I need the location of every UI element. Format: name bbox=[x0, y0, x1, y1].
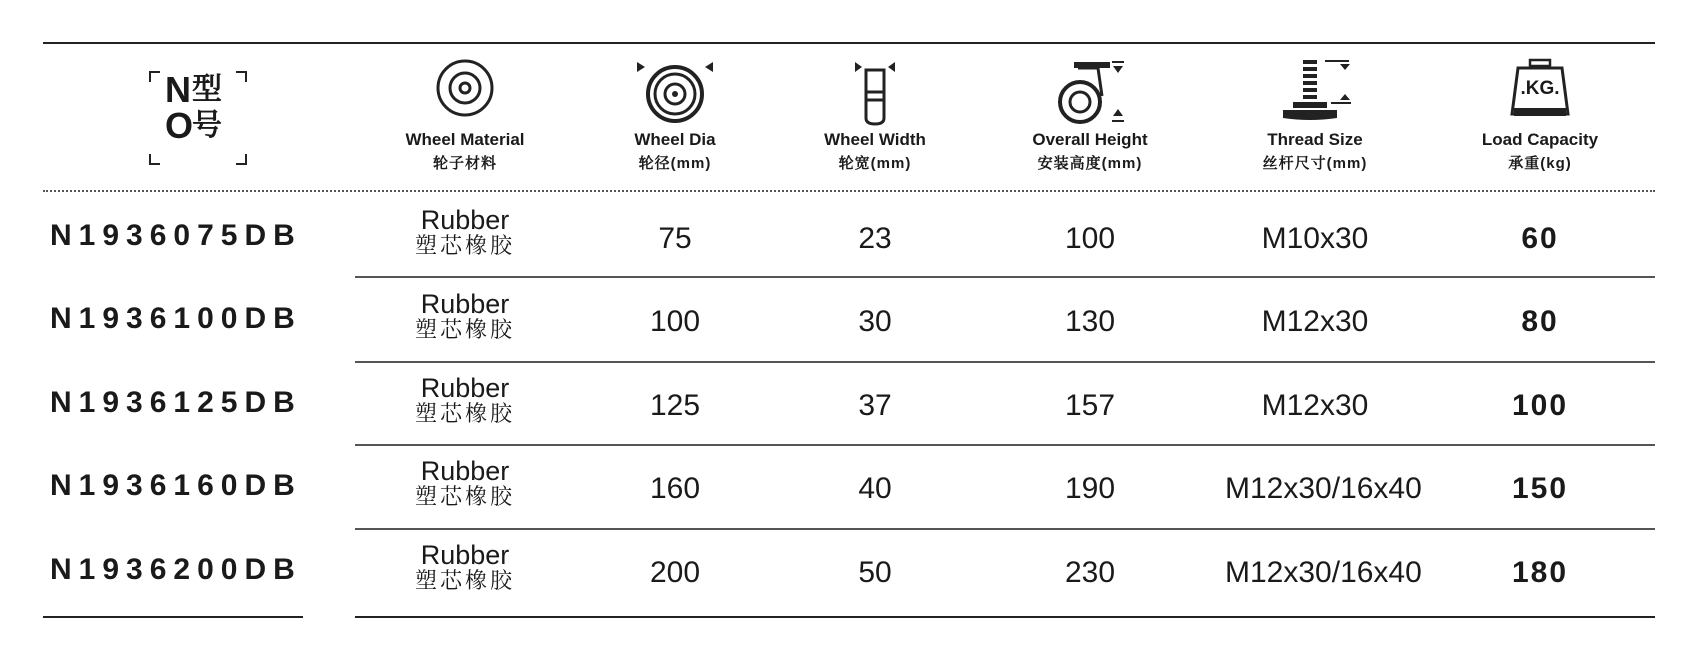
header-label-en: Load Capacity bbox=[1481, 130, 1599, 149]
table-bottom-rule bbox=[43, 616, 303, 618]
model-header-o: O bbox=[165, 105, 194, 146]
row-divider bbox=[355, 528, 1655, 530]
header-overall-height bbox=[1000, 54, 1180, 178]
thread-size-cell: M12x30 bbox=[1261, 305, 1369, 338]
header-label-zh: 承重(kg) bbox=[1508, 155, 1572, 172]
header-label-en: Wheel Dia bbox=[634, 130, 716, 149]
load-capacity-icon bbox=[1508, 58, 1572, 122]
wheel-material-cell bbox=[380, 541, 550, 593]
header-thread-size bbox=[1225, 54, 1405, 178]
model-number: N1936100DB bbox=[50, 302, 302, 335]
model-header-xing: 型 bbox=[192, 73, 222, 106]
thread-size-icon bbox=[1275, 58, 1355, 130]
row-divider bbox=[355, 276, 1655, 278]
overall-height-cell: 130 bbox=[1064, 305, 1116, 338]
header-label-en: Thread Size bbox=[1267, 130, 1363, 149]
header-wheel-width bbox=[805, 54, 945, 178]
thread-size-cell: M12x30/16x40 bbox=[1225, 472, 1422, 505]
material-en: Rubber bbox=[420, 205, 510, 235]
load-capacity-cell: 80 bbox=[1521, 305, 1559, 338]
material-en: Rubber bbox=[420, 456, 510, 486]
overall-height-cell: 100 bbox=[1064, 222, 1116, 255]
row-divider bbox=[355, 444, 1655, 446]
wheel-width-cell: 50 bbox=[858, 556, 892, 589]
header-label-zh: 安装高度(mm) bbox=[1037, 155, 1143, 172]
wheel-dia-cell: 160 bbox=[649, 472, 701, 505]
material-zh: 塑芯橡胶 bbox=[414, 568, 515, 593]
overall-height-cell: 230 bbox=[1064, 556, 1116, 589]
wheel-dia-cell: 100 bbox=[649, 305, 701, 338]
header-wheel-dia bbox=[595, 54, 755, 178]
thread-size-cell: M10x30 bbox=[1261, 222, 1369, 255]
header-label-zh: 丝杆尺寸(mm) bbox=[1262, 155, 1368, 172]
material-en: Rubber bbox=[420, 540, 510, 570]
load-capacity-cell: 60 bbox=[1521, 222, 1559, 255]
wheel-width-cell: 23 bbox=[858, 222, 892, 255]
row-divider bbox=[355, 361, 1655, 363]
wheel-material-cell bbox=[380, 457, 550, 509]
header-label-zh: 轮径(mm) bbox=[638, 155, 712, 172]
header-label-en: Overall Height bbox=[1032, 130, 1148, 149]
table-bottom-rule bbox=[355, 616, 1655, 618]
material-en: Rubber bbox=[420, 373, 510, 403]
model-header-n: N bbox=[165, 69, 191, 110]
model-number-header bbox=[148, 70, 248, 166]
wheel-width-cell: 30 bbox=[858, 305, 892, 338]
header-label-zh: 轮宽(mm) bbox=[838, 155, 912, 172]
wheel-dia-cell: 125 bbox=[649, 389, 701, 422]
wheel-dia-cell: 75 bbox=[658, 222, 692, 255]
header-label-en: Wheel Material bbox=[405, 130, 525, 149]
wheel-diameter-icon bbox=[625, 58, 725, 124]
wheel-width-icon bbox=[845, 58, 905, 128]
thread-size-cell: M12x30/16x40 bbox=[1225, 556, 1422, 589]
header-wheel-material bbox=[380, 54, 550, 178]
wheel-width-cell: 37 bbox=[858, 389, 892, 422]
model-number: N1936125DB bbox=[50, 386, 302, 419]
model-number: N1936160DB bbox=[50, 469, 302, 502]
load-icon-label: .KG. bbox=[1520, 78, 1560, 99]
load-capacity-cell: 100 bbox=[1511, 389, 1569, 422]
load-capacity-cell: 150 bbox=[1511, 472, 1569, 505]
wheel-dia-cell: 200 bbox=[649, 556, 701, 589]
wheel-width-cell: 40 bbox=[858, 472, 892, 505]
header-load-capacity bbox=[1455, 54, 1625, 178]
material-zh: 塑芯橡胶 bbox=[414, 317, 515, 342]
thread-size-cell: M12x30 bbox=[1261, 389, 1369, 422]
header-label-en: Wheel Width bbox=[824, 130, 926, 149]
model-number: N1936200DB bbox=[50, 553, 302, 586]
material-zh: 塑芯橡胶 bbox=[414, 401, 515, 426]
table-top-rule bbox=[43, 42, 1655, 44]
material-zh: 塑芯橡胶 bbox=[414, 233, 515, 258]
material-zh: 塑芯橡胶 bbox=[414, 484, 515, 509]
header-label-zh: 轮子材料 bbox=[432, 155, 497, 172]
overall-height-cell: 190 bbox=[1064, 472, 1116, 505]
wheel-material-cell bbox=[380, 206, 550, 258]
material-en: Rubber bbox=[420, 289, 510, 319]
overall-height-cell: 157 bbox=[1064, 389, 1116, 422]
model-number: N1936075DB bbox=[50, 219, 302, 252]
load-capacity-cell: 180 bbox=[1511, 556, 1569, 589]
header-divider bbox=[43, 190, 1655, 192]
model-header-hao: 号 bbox=[192, 109, 222, 142]
overall-height-icon bbox=[1050, 58, 1130, 128]
wheel-material-cell bbox=[380, 290, 550, 342]
wheel-material-cell bbox=[380, 374, 550, 426]
wheel-material-icon bbox=[435, 58, 495, 118]
